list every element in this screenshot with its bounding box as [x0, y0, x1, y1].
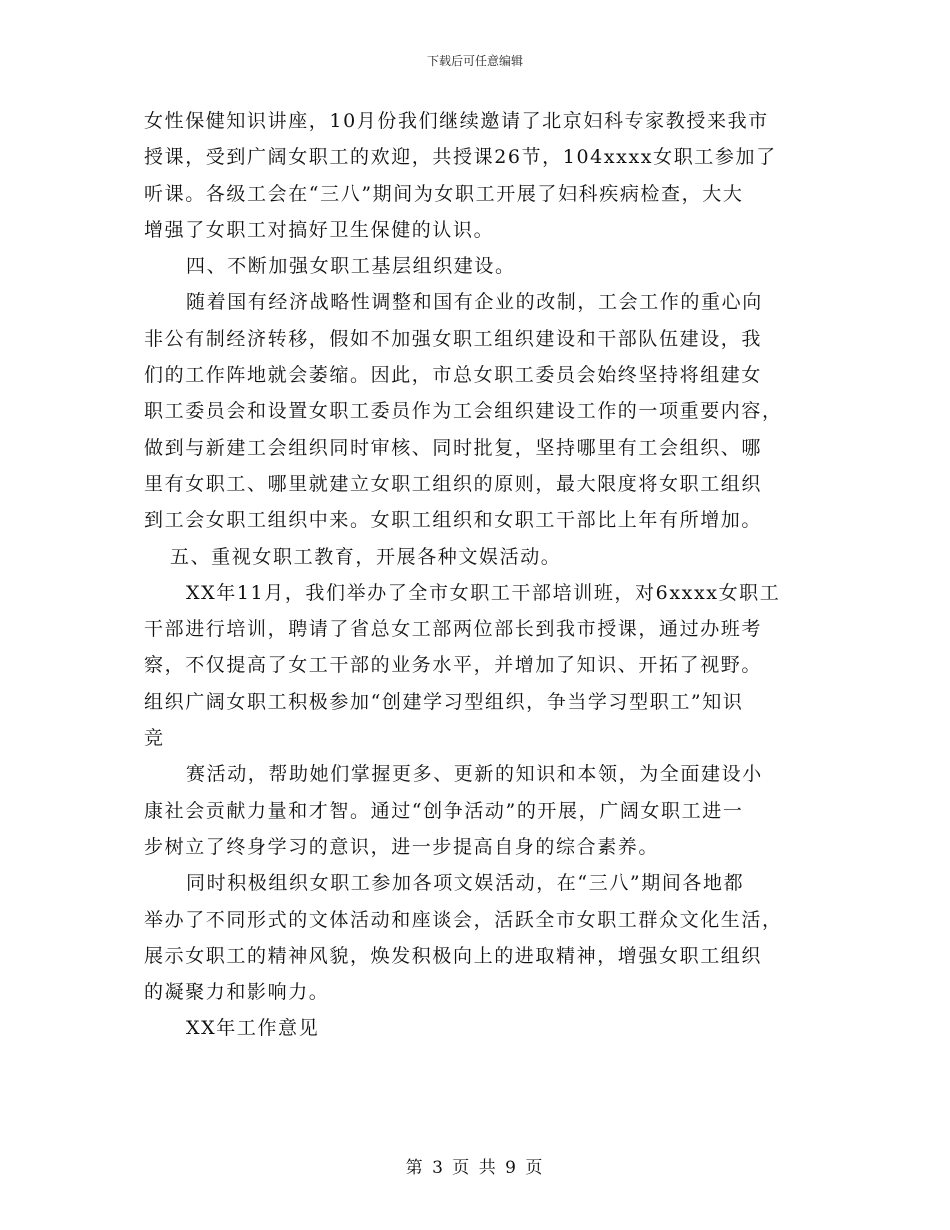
- section-heading: XX年工作意见: [186, 1017, 320, 1040]
- page-footer: 第 3 页 共 9 页: [405, 1158, 545, 1178]
- text-line: XX年11月，我们举办了全市女职工干部培训班，对6xxxx女职工: [186, 581, 781, 604]
- section-heading: 四、不断加强女职工基层组织建设。: [186, 255, 516, 278]
- text-line: 增强了女职工对搞好卫生保健的认识。: [144, 218, 495, 241]
- text-line: 赛活动，帮助她们掌握更多、更新的知识和本领，为全面建设小: [186, 763, 763, 786]
- text-line: 竞: [144, 727, 165, 750]
- text-line: 察，不仅提高了女工干部的业务水平，并增加了知识、开拓了视野。: [144, 654, 763, 677]
- text-line: 举办了不同形式的文体活动和座谈会，活跃全市女职工群众文化生活，: [144, 908, 783, 931]
- page-header: 下载后可任意编辑: [426, 54, 523, 68]
- text-line: 到工会女职工组织中来。女职工组织和女职工干部比上年有所增加。: [144, 509, 763, 532]
- text-line: 授课，受到广阔女职工的欢迎，共授课26节，104xxxx女职工参加了: [144, 146, 777, 169]
- text-line: 组织广阔女职工积极参加“创建学习型组织，争当学习型职工”知识: [144, 690, 744, 713]
- text-line: 同时积极组织女职工参加各项文娱活动，在“三八”期间各地都: [186, 872, 745, 895]
- text-line: 非公有制经济转移，假如不加强女职工组织建设和干部队伍建设，我: [144, 327, 763, 350]
- text-line: 步树立了终身学习的意识，进一步提高自身的综合素养。: [144, 835, 660, 858]
- text-line: 女性保健知识讲座，10月份我们继续邀请了北京妇科专家教授来我市: [144, 110, 769, 132]
- text-line: 里有女职工、哪里就建立女职工组织的原则，最大限度将女职工组织: [144, 472, 763, 495]
- text-line: 干部进行培训，聘请了省总女工部两位部长到我市授课，通过办班考: [144, 618, 763, 641]
- body-text: [144, 103, 804, 1047]
- text-line: 展示女职工的精神风貌，焕发积极向上的进取精神，增强女职工组织: [144, 944, 763, 967]
- text-line: 听课。各级工会在“三八”期间为女职工开展了妇科疾病检查，大大: [144, 182, 744, 205]
- text-line: 职工委员会和设置女职工委员作为工会组织建设工作的一项重要内容，: [144, 400, 783, 423]
- text-line: 的凝聚力和影响力。: [144, 981, 330, 1004]
- section-heading: 五、重视女职工教育，开展各种文娱活动。: [170, 545, 562, 568]
- text-line: 们的工作阵地就会萎缩。因此，市总女职工委员会始终坚持将组建女: [144, 364, 763, 387]
- text-line: 随着国有经济战略性调整和国有企业的改制，工会工作的重心向: [186, 291, 763, 314]
- text-line: 康社会贡献力量和才智。通过“创争活动”的开展，广阔女职工进一: [144, 799, 744, 822]
- text-line: 做到与新建工会组织同时审核、同时批复，坚持哪里有工会组织、哪: [144, 436, 763, 459]
